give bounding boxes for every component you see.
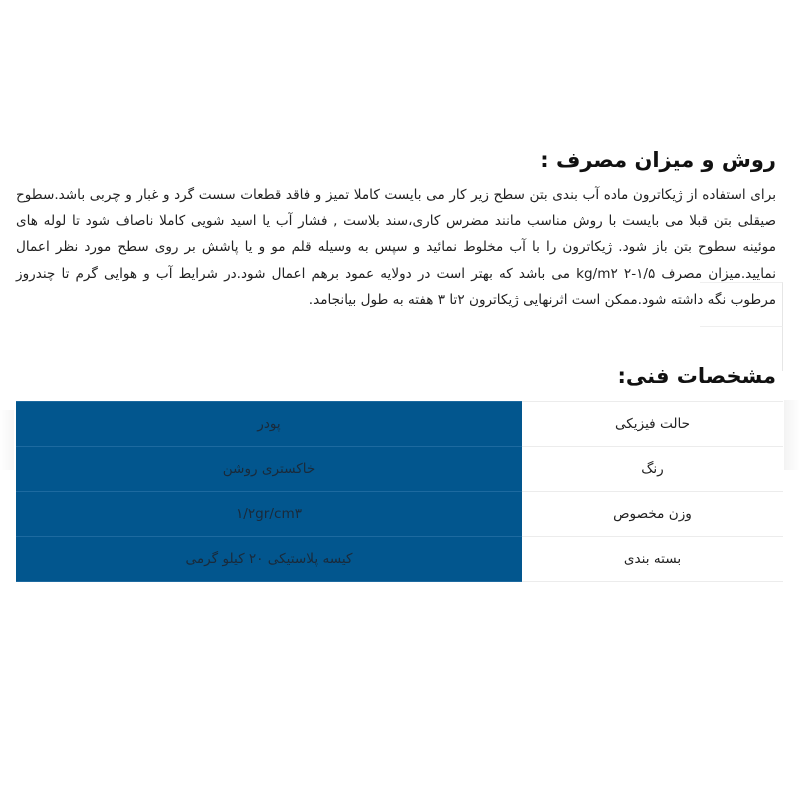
edge-shadow (0, 410, 14, 470)
spec-label: رنگ (522, 447, 783, 492)
spec-value: ۱/۲gr/cm۳ (16, 492, 522, 537)
spec-label: بسته بندی (522, 537, 783, 582)
spec-value: پودر (16, 402, 522, 447)
usage-paragraph: برای استفاده از ژیکاترون ماده آب بندی بتن سطح زیر کار می بایست کاملا تمیز و فاقد قطعات سست گرد و غبار و چربی باشد.سطوح صیقلی بتن قبلا می بایست با روش مناسب مانند مضرس کاری،سند بلاست , فشار آب یا اسید شویی کاملا ناصاف شود تا لوله های موئینه سطوح بتن باز شود. ژیکاترون را با آب مخلوط نمائید و سپس به وسیله قلم مو و یا پاشش بر روی سطح مورد نظر اعمال نمایید.میزان مصرف ۱/۵-۲ kg/m۲ می باشد که بهتر است در دولایه عمود برهم اعمال شود.در شرایط آب و هوایی گرم تا چندروز مرطوب نگه داشته شود.ممکن است اثرنهایی ژیکاترون ۲تا ۳ هفته به طول بیانجامد. (16, 187, 776, 308)
table-row (16, 492, 783, 537)
spec-label: حالت فیزیکی (522, 402, 783, 447)
spec-value: خاکستری روشن (16, 447, 522, 492)
usage-section (16, 140, 776, 313)
usage-heading: روش و میزان مصرف : (540, 148, 776, 172)
table-row (16, 402, 783, 447)
spec-table (16, 401, 783, 582)
spec-label: وزن مخصوص (522, 492, 783, 537)
table-row (16, 537, 783, 582)
spec-value: کیسه پلاستیکی ۲۰ کیلو گرمی (16, 537, 522, 582)
spec-heading: مشخصات فنی: (617, 364, 776, 388)
edge-shadow (784, 400, 800, 470)
table-row (16, 447, 783, 492)
